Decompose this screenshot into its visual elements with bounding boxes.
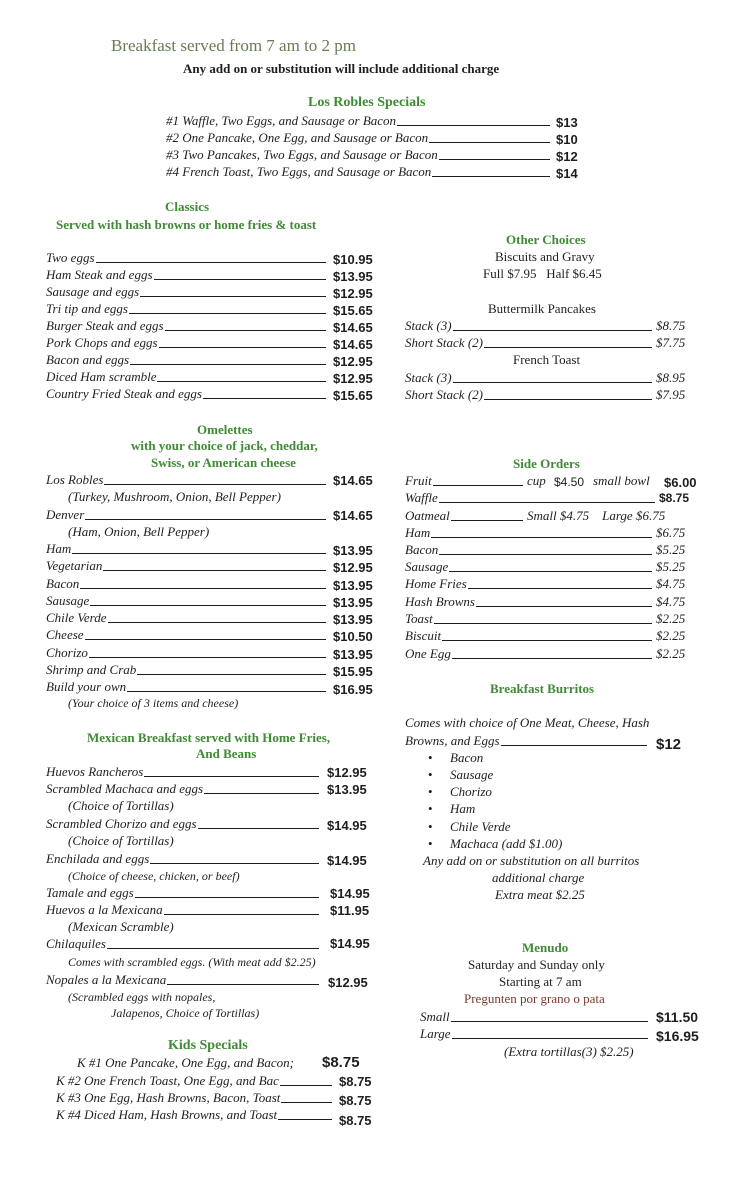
classics-item: Ham Steak and eggs [46, 267, 328, 283]
kids-price: $8.75 [339, 1074, 372, 1089]
menudo-large-price: $16.95 [656, 1028, 699, 1044]
classics-item: Country Fried Steak and eggs [46, 386, 328, 402]
mexican-note: Jalapenos, Choice of Tortillas) [111, 1006, 260, 1020]
omelette-price: $14.65 [333, 473, 373, 488]
menudo-time: Starting at 7 am [499, 974, 582, 989]
menudo-title: Menudo [522, 940, 569, 955]
classics-item: Diced Ham scramble [46, 369, 328, 385]
omelette-price: $14.65 [333, 508, 373, 523]
omelettes-sub2: Swiss, or American cheese [151, 455, 296, 470]
side-item: Biscuit [405, 628, 654, 644]
omelette-price: $13.95 [333, 647, 373, 662]
classics-item: Tri tip and eggs [46, 301, 328, 317]
side-price: $6.75 [656, 525, 686, 540]
omelette-price: $13.95 [333, 612, 373, 627]
pancakes-price: $7.75 [656, 335, 686, 350]
build-your-own-note: (Your choice of 3 items and cheese) [68, 696, 239, 710]
classics-price: $15.65 [333, 303, 373, 318]
side-item: Hash Browns [405, 594, 654, 610]
fruit-cup-label: cup [527, 473, 546, 488]
mexican-price: $12.95 [327, 765, 367, 780]
classics-price: $13.95 [333, 269, 373, 284]
omelette-note: (Ham, Onion, Bell Pepper) [68, 524, 210, 539]
classics-price: $10.95 [333, 252, 373, 267]
omelettes-sub1: with your choice of jack, cheddar, [131, 438, 318, 453]
burrito-meat-item: • Sausage [450, 767, 493, 783]
biscuits-gravy-title: Biscuits and Gravy [495, 249, 595, 264]
mexican-price: $14.95 [327, 818, 367, 833]
mexican-item: Huevos a la Mexicana [46, 902, 321, 918]
side-waffle: Waffle [405, 490, 657, 506]
classics-price: $14.65 [333, 320, 373, 335]
kids-title: Kids Specials [168, 1038, 248, 1053]
menudo-days: Saturday and Sunday only [468, 957, 605, 972]
burritos-desc-line: Browns, and Eggs [405, 733, 649, 749]
mexican-note: Comes with scrambled eggs. (With meat add $2.25) [68, 955, 316, 969]
french-toast-item: Short Stack (2) [405, 387, 654, 403]
specials-price: $14 [556, 166, 578, 181]
specials-price: $13 [556, 115, 578, 130]
burrito-meat-item: • Machaca (add $1.00) [450, 836, 562, 852]
burritos-price: $12 [656, 736, 682, 753]
burritos-title: Breakfast Burritos [490, 681, 595, 696]
french-toast-item: Stack (3) [405, 370, 654, 386]
side-item: Bacon [405, 542, 654, 558]
burrito-meat-item: • Chorizo [450, 784, 492, 800]
omelette-price: $15.95 [333, 664, 373, 679]
side-item: Toast [405, 611, 654, 627]
burritos-note: Any add on or substitution on all burritos [423, 853, 640, 868]
omelette-item: Los Robles [46, 472, 328, 488]
kids-item: K #1 One Pancake, One Egg, and Bacon; [77, 1055, 294, 1070]
fruit-bowl-label: small bowl [593, 473, 650, 488]
side-price: $5.25 [656, 542, 686, 557]
mexican-item: Enchilada and eggs [46, 851, 321, 867]
oatmeal-prices: Small $4.75 Large $6.75 [527, 508, 666, 523]
mexican-price: $13.95 [327, 782, 367, 797]
omelette-item: Chile Verde [46, 610, 328, 626]
omelette-item: Chorizo [46, 645, 328, 661]
french-toast-title: French Toast [513, 352, 581, 367]
mexican-note: (Choice of Tortillas) [68, 833, 174, 848]
mexican-item: Tamale and eggs [46, 885, 321, 901]
pancakes-item: Stack (3) [405, 318, 654, 334]
hours-title: Breakfast served from 7 am to 2 pm [111, 36, 357, 55]
burritos-desc: Comes with choice of One Meat, Cheese, Hash [405, 715, 650, 730]
omelette-item: Ham [46, 541, 328, 557]
specials-price: $12 [556, 149, 578, 164]
omelette-item: Vegetarian [46, 558, 328, 574]
mexican-title-line2: And Beans [196, 746, 257, 761]
classics-item: Pork Chops and eggs [46, 335, 328, 351]
kids-item: K #2 One French Toast, One Egg, and Bac [56, 1073, 334, 1089]
classics-price: $12.95 [333, 371, 373, 386]
menudo-tortillas-note: (Extra tortillas(3) $2.25) [504, 1044, 634, 1059]
classics-price: $14.65 [333, 337, 373, 352]
mexican-price: $14.95 [330, 936, 370, 951]
burrito-meat-item: • Chile Verde [450, 819, 511, 835]
omelette-price: $12.95 [333, 560, 373, 575]
menudo-small-price: $11.50 [656, 1009, 699, 1025]
omelette-item: Cheese [46, 627, 328, 643]
french-toast-price: $7.95 [656, 387, 686, 402]
mexican-price: $12.95 [328, 975, 368, 990]
mexican-note: (Scrambled eggs with nopales, [68, 990, 216, 1004]
specials-item: #4 French Toast, Two Eggs, and Sausage or Bacon [166, 164, 552, 180]
classics-title: Classics [165, 199, 210, 214]
classics-item: Two eggs [46, 250, 328, 266]
specials-item: #3 Two Pancakes, Two Eggs, and Sausage or Bacon [166, 147, 552, 163]
classics-price: $15.65 [333, 388, 373, 403]
omelette-item: Denver [46, 507, 328, 523]
side-item: One Egg [405, 646, 654, 662]
pancakes-title: Buttermilk Pancakes [488, 301, 596, 316]
mexican-item: Chilaquiles [46, 936, 321, 952]
side-fruit: Fruit [405, 473, 525, 489]
side-orders-title: Side Orders [513, 456, 580, 471]
classics-item: Sausage and eggs [46, 284, 328, 300]
omelette-item: Sausage [46, 593, 328, 609]
extra-meat-note: Extra meat $2.25 [495, 887, 585, 902]
side-price: $2.25 [656, 646, 686, 661]
menudo-note-spanish: Pregunten por grano o pata [464, 991, 605, 1006]
fruit-bowl-price: $6.00 [664, 475, 697, 490]
omelette-note: (Turkey, Mushroom, Onion, Bell Pepper) [68, 489, 281, 504]
kids-price: $8.75 [322, 1054, 360, 1071]
french-toast-price: $8.95 [656, 370, 686, 385]
side-item: Ham [405, 525, 654, 541]
waffle-price: $8.75 [659, 491, 690, 505]
mexican-title: Mexican Breakfast served with Home Fries, [87, 730, 331, 745]
mexican-note: (Choice of Tortillas) [68, 798, 174, 813]
mexican-note: (Mexican Scramble) [68, 919, 174, 934]
omelette-price: $13.95 [333, 578, 373, 593]
side-price: $2.25 [656, 628, 686, 643]
kids-item: K #4 Diced Ham, Hash Browns, and Toast [56, 1107, 334, 1123]
classics-price: $12.95 [333, 354, 373, 369]
side-item: Sausage [405, 559, 654, 575]
side-price: $4.75 [656, 576, 686, 591]
side-oatmeal: Oatmeal [405, 508, 525, 524]
kids-price: $8.75 [339, 1113, 372, 1128]
mexican-item: Scrambled Chorizo and eggs [46, 816, 321, 832]
classics-subtitle: Served with hash browns or home fries & toast [56, 217, 317, 232]
other-choices-title: Other Choices [506, 232, 586, 247]
specials-price: $10 [556, 132, 578, 147]
omelettes-title: Omelettes [197, 422, 253, 437]
mexican-item: Nopales a la Mexicana [46, 972, 321, 988]
mexican-price: $14.95 [327, 853, 367, 868]
menudo-small: Small [420, 1009, 650, 1025]
side-item: Home Fries [405, 576, 654, 592]
omelette-price: $13.95 [333, 595, 373, 610]
kids-price: $8.75 [339, 1093, 372, 1108]
substitution-note: Any add on or substitution will include additional charge [183, 61, 500, 76]
biscuits-gravy-prices: Full $7.95 Half $6.45 [483, 266, 602, 281]
mexican-item: Scrambled Machaca and eggs [46, 781, 321, 797]
fruit-cup-price: $4.50 [554, 475, 585, 489]
burrito-meat-item: • Ham [450, 801, 475, 817]
omelette-price: $13.95 [333, 543, 373, 558]
specials-title: Los Robles Specials [308, 95, 426, 110]
pancakes-price: $8.75 [656, 318, 686, 333]
side-price: $4.75 [656, 594, 686, 609]
pancakes-item: Short Stack (2) [405, 335, 654, 351]
burritos-note: additional charge [492, 870, 585, 885]
mexican-price: $11.95 [330, 903, 370, 918]
side-price: $2.25 [656, 611, 686, 626]
omelette-price: $16.95 [333, 682, 373, 697]
side-price: $5.25 [656, 559, 686, 574]
classics-price: $12.95 [333, 286, 373, 301]
kids-item: K #3 One Egg, Hash Browns, Bacon, Toast [56, 1090, 334, 1106]
menudo-large: Large [420, 1026, 650, 1042]
specials-item: #1 Waffle, Two Eggs, and Sausage or Bacon [166, 113, 552, 129]
burrito-meat-item: • Bacon [450, 750, 483, 766]
specials-item: #2 One Pancake, One Egg, and Sausage or Bacon [166, 130, 552, 146]
omelette-price: $10.50 [333, 629, 373, 644]
omelette-item: Shrimp and Crab [46, 662, 328, 678]
omelette-item: Bacon [46, 576, 328, 592]
omelette-item: Build your own [46, 679, 328, 695]
classics-item: Burger Steak and eggs [46, 318, 328, 334]
mexican-note: (Choice of cheese, chicken, or beef) [68, 869, 240, 883]
mexican-price: $14.95 [330, 886, 370, 901]
mexican-item: Huevos Rancheros [46, 764, 321, 780]
classics-item: Bacon and eggs [46, 352, 328, 368]
